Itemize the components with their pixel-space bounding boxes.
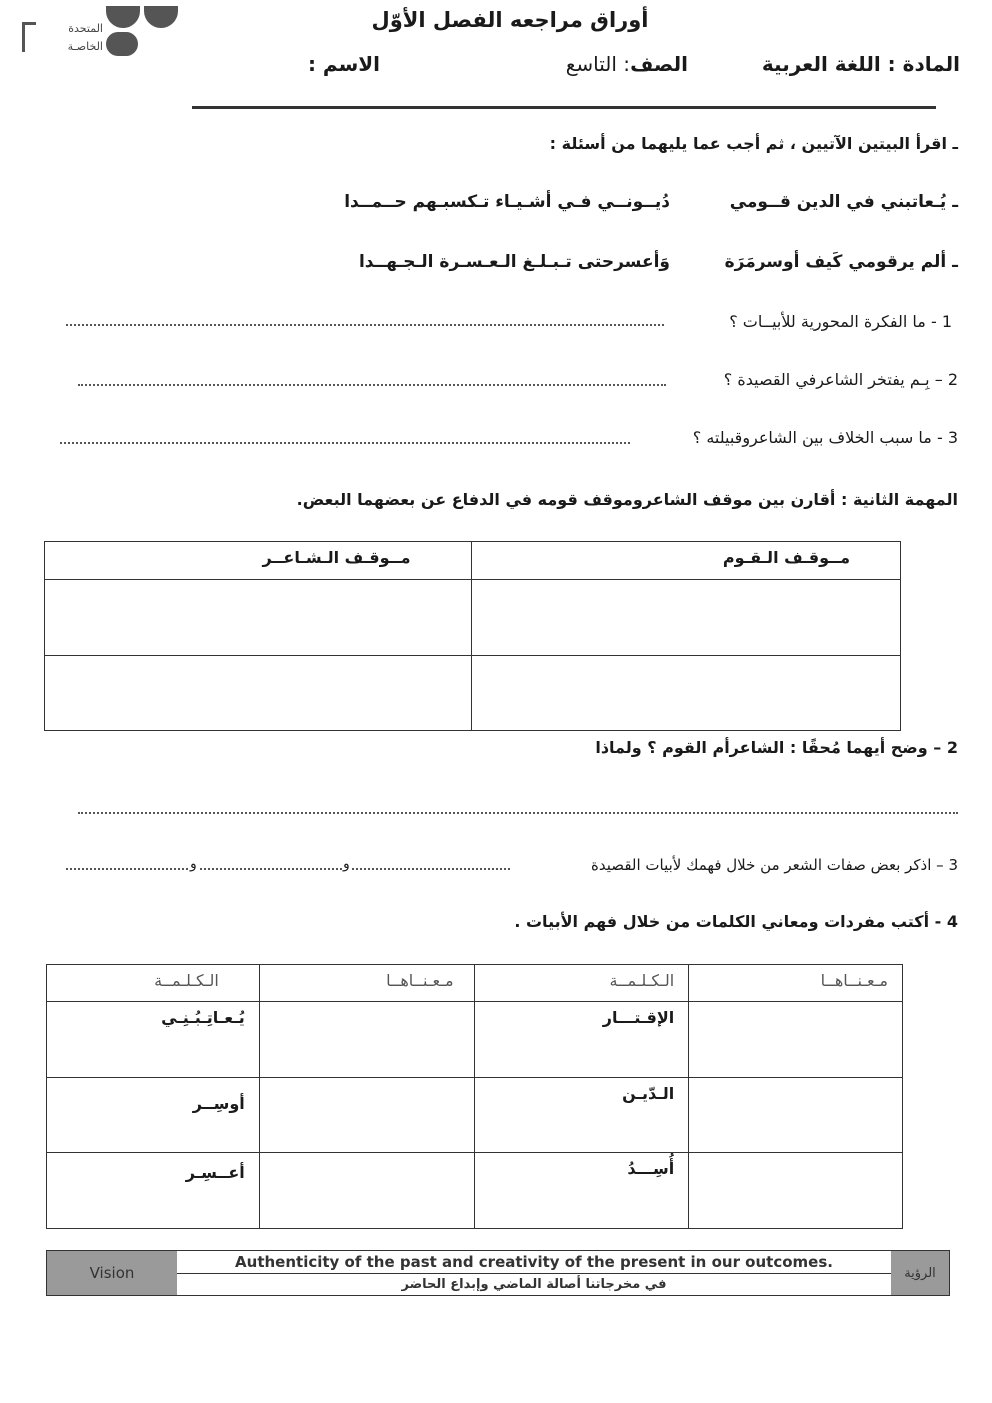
name-label: الاسم :	[307, 52, 380, 76]
vision-label-en: Vision	[47, 1251, 177, 1295]
page-title: أوراق مراجعه الفصل الأوّل	[371, 8, 649, 32]
conjunction-and: و	[190, 856, 197, 872]
answer-line-q2[interactable]	[78, 812, 958, 814]
verse-2-second-half: وَأعسرحتى تـبـلـغ الـعـسـرة الـجـهــدا	[358, 252, 670, 272]
question-2-justify: 2 – وضح أيهما مُحقًا : الشاعرأم القوم ؟ ولماذا	[595, 738, 958, 757]
verse-1-first-half: ـ يُـعاتبني في الدين قــومي	[729, 192, 958, 212]
question-3: 3 - ما سبب الخلاف بين الشاعروقبيلته ؟	[692, 428, 958, 447]
vocab-word: أعــسِـر	[47, 1153, 260, 1229]
poet-stance-cell[interactable]	[45, 580, 472, 656]
vision-statement-ar: في مخرجاتنا أصالة الماضي وإبداع الحاضر	[401, 1277, 667, 1292]
comparison-row	[45, 580, 901, 656]
answer-blank-c[interactable]	[66, 868, 188, 870]
question-4-vocab: 4 - أكتب مفردات ومعاني الكلمات من خلال فهم الأبيات .	[514, 912, 958, 931]
answer-line-3[interactable]	[60, 442, 630, 444]
vocab-meaning-cell[interactable]	[259, 1153, 474, 1229]
vocabulary-table	[46, 964, 903, 1229]
question-1: 1 - ما الفكرة المحورية للأبيــات ؟	[729, 312, 952, 331]
vocab-meaning-cell[interactable]	[689, 1153, 903, 1229]
logo-mark-icon	[22, 22, 36, 52]
vision-footer	[46, 1250, 950, 1296]
vocab-word: أُسِـــدُ	[474, 1153, 689, 1229]
conjunction-and: و	[343, 856, 350, 872]
header-divider	[192, 106, 936, 109]
vocab-meaning-cell[interactable]	[259, 1002, 474, 1078]
answer-blank-a[interactable]	[352, 868, 510, 870]
people-stance-cell[interactable]	[471, 656, 900, 731]
vocab-row	[47, 1078, 903, 1153]
school-logo	[8, 6, 178, 58]
vocab-row	[47, 1002, 903, 1078]
question-3-traits: 3 – اذكر بعض صفات الشعر من خلال فهمك لأبيات القصيدة	[591, 856, 958, 874]
header-people-stance: مــوقـف الـقـوم	[471, 542, 900, 580]
logo-shape-icon	[106, 32, 138, 56]
logo-line-1: المتحدة	[68, 22, 103, 35]
logo-line-2: الخاصـة	[67, 40, 103, 53]
vision-statement-en: Authenticity of the past and creativity of the present in our outcomes.	[177, 1251, 891, 1274]
header-meaning: مـعـنــاهــا	[259, 965, 474, 1002]
question-2: 2 – بِـم يفتخر الشاعرفي القصيدة ؟	[723, 370, 958, 389]
class-label: الصف	[630, 52, 688, 76]
comparison-row	[45, 656, 901, 731]
vocab-header-row	[47, 965, 903, 1002]
vocab-word: يُـعـاتِـبُـنِـي	[47, 1002, 260, 1078]
answer-line-2[interactable]	[78, 384, 666, 386]
header-word: الـكـلـمــة	[474, 965, 689, 1002]
answer-blank-b[interactable]	[200, 868, 342, 870]
poet-stance-cell[interactable]	[45, 656, 472, 731]
reading-instruction: ـ اقرأ البيتين الآتيين ، ثم أجب عما يليهما من أسئلة :	[549, 134, 958, 153]
logo-shape-icon	[106, 6, 140, 28]
vocab-meaning-cell[interactable]	[689, 1002, 903, 1078]
header-word: الـكـلـمــة	[47, 965, 260, 1002]
class-value: : التاسع	[565, 52, 630, 76]
vocab-word: أوسِــر	[47, 1078, 260, 1153]
vocab-meaning-cell[interactable]	[689, 1078, 903, 1153]
subject-label: المادة : اللغة العربية	[761, 52, 960, 76]
people-stance-cell[interactable]	[471, 580, 900, 656]
subject-row	[290, 52, 960, 84]
answer-line-1[interactable]	[66, 324, 664, 326]
header-meaning: مـعـنــاهــا	[689, 965, 903, 1002]
verse-1-second-half: دُيــونــي فـي أشـيـاء تـكسبـهم حــمــدا	[344, 192, 670, 212]
verse-2-first-half: ـ ألم يرقومي كَيف أوسرمَرَة	[724, 252, 958, 272]
vision-label-ar: الرؤية	[891, 1251, 949, 1295]
task-2-prompt: المهمة الثانية : أقارن بين موقف الشاعروموقف قومه في الدفاع عن بعضهما البعض.	[296, 490, 958, 509]
vocab-word: الـدّيـن	[474, 1078, 689, 1153]
vocab-meaning-cell[interactable]	[259, 1078, 474, 1153]
logo-shape-icon	[144, 6, 178, 28]
vocab-row	[47, 1153, 903, 1229]
vocab-word: الإقـتـــار	[474, 1002, 689, 1078]
comparison-header-row	[45, 542, 901, 580]
comparison-table	[44, 541, 901, 731]
header-poet-stance: مــوقـف الـشـاعــر	[45, 542, 472, 580]
